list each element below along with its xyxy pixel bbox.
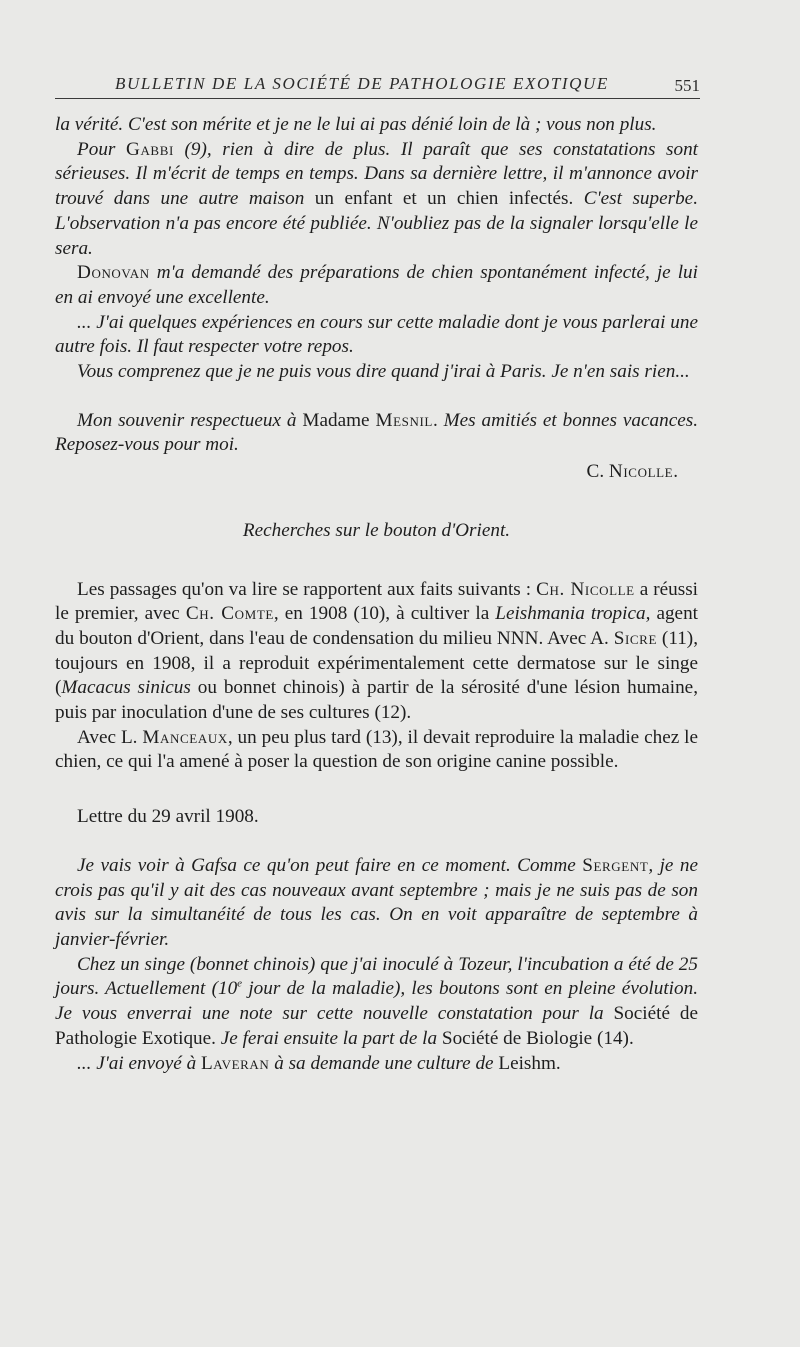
page-number: 551 — [674, 76, 700, 95]
text-run: Mon souvenir respectueux à — [77, 409, 297, 431]
paragraph-7 — [55, 578, 698, 726]
paragraph-1 — [55, 113, 698, 138]
paragraph-4 — [55, 311, 698, 360]
author-name: Laveran — [200, 1052, 270, 1074]
text-run: à sa demande une culture de — [269, 1052, 494, 1074]
text-run: Lettre du 29 avril 1908. — [77, 806, 259, 828]
letter-date — [55, 805, 698, 830]
person-name: Mesnil — [375, 409, 433, 431]
signature-initial: C. — [586, 461, 609, 483]
text-run: Avec L. — [77, 726, 143, 748]
author-name: Sicre — [613, 627, 657, 649]
text-run: Chez un singe (bonnet chinois) que j'ai inoculé à Tozeur, l'incubation a été de 25 jours. Actuellement (10 — [55, 953, 698, 1000]
text-run: ou bonnet chinois) à partir de la sérosité d'une lésion humaine, puis par inoculation d'une de ses cultures (12). — [55, 677, 698, 724]
author-name: Manceaux — [142, 726, 228, 748]
author-name: Ch. Nicolle — [536, 578, 635, 600]
author-name: Gabbi — [125, 138, 174, 160]
text-run: Pour — [77, 138, 126, 160]
author-name: Donovan — [77, 262, 150, 284]
paragraph-10 — [55, 854, 698, 953]
paragraph-2 — [55, 138, 698, 262]
text-run: a réussi le premier, avec — [55, 578, 699, 625]
author-name: Ch. Comte — [185, 603, 274, 625]
text-run: la vérité. C'est son mérite et je ne le lui ai pas dénié loin de là ; vous non plus. — [55, 114, 657, 135]
text-run: Vous comprenez que je ne puis vous dire quand j'irai à Paris. Je n'en sais rien... — [77, 361, 690, 383]
paragraph-5 — [55, 360, 698, 385]
paragraph-3 — [55, 261, 698, 310]
author-name: Sergent — [582, 854, 649, 876]
journal-title: BULLETIN DE LA SOCIÉTÉ DE PATHOLOGIE EXOTIQUE — [115, 74, 609, 93]
society-name: Société de Pathologie Exotique. — [55, 1003, 698, 1049]
body-text — [55, 113, 698, 1076]
text-run: un enfant et un chien infectés. — [304, 188, 584, 210]
text-run: Leishm. — [493, 1052, 561, 1074]
section-title: Recherches sur le bouton d'Orient. — [242, 519, 511, 541]
paragraph-6 — [55, 409, 698, 458]
text-run: agent du bouton d'Orient, dans l'eau de condensation du milieu NNN. Avec A. — [55, 603, 698, 649]
text-run: ... J'ai quelques expériences en cours sur cette maladie dont je vous parlerai une autre fois. Il faut respecter votre repos. — [55, 311, 698, 358]
species-name: Macacus sinicus — [61, 677, 191, 699]
signature-period: . — [673, 461, 678, 483]
text-run: Mes amitiés et bonnes vacances. Reposez-vous pour moi. — [55, 409, 698, 456]
running-header — [55, 72, 700, 99]
text-run: Je ferai ensuite la part de la — [220, 1027, 438, 1049]
paragraph-8 — [55, 726, 698, 775]
text-run: jour de la maladie), les boutons sont en pleine évolution. Je vous enverrai une note sur cette nouvelle constatation pour la — [55, 978, 698, 1025]
paragraph-11 — [55, 953, 698, 1052]
paragraph-12 — [55, 1052, 698, 1077]
species-name: Leishmania tropica, — [495, 603, 651, 625]
text-run: , un peu plus tard (13), il devait reproduire la maladie chez le chien, ce qui l'a amené à poser la question de son origine canine possible. — [55, 726, 698, 773]
text-run: Je vais voir à Gafsa ce qu'on peut faire en ce moment. Comme — [77, 854, 583, 876]
text-run: . — [432, 409, 444, 431]
text-run: (11), toujours en 1908, il a reproduit expérimentalement cette dermatose sur le singe ( — [55, 627, 698, 699]
signature-name: Nicolle — [608, 461, 674, 483]
text-run: (9), rien à dire de plus. Il paraît que ses constatations sont sérieuses. Il m'écrit de temps en temps. Dans sa dernière lettre, il m'annonce avoir trouvé dans une autre maison — [55, 138, 698, 210]
text-run: Les passages qu'on va lire se rapportent aux faits suivants : — [77, 578, 537, 600]
society-name: Société de Biologie (14). — [437, 1027, 634, 1049]
text-run: C'est superbe. L'observation n'a pas encore été publiée. N'oubliez pas de la signaler lorsqu'elle le sera. — [55, 188, 698, 259]
text-run: , en 1908 (10), à cultiver la — [273, 603, 496, 625]
superscript: e — [237, 978, 243, 990]
text-run: Madame — [296, 409, 376, 431]
signature — [55, 460, 698, 485]
text-run: ... J'ai envoyé à — [77, 1052, 201, 1074]
text-run: , je ne crois pas qu'il y ait des cas nouveaux avant septembre ; mais je ne suis pas de son avis sur la simultanéité de tous les cas. On en voit apparaître de septembre à janvier-février. — [55, 854, 698, 950]
text-run: m'a demandé des préparations de chien spontanément infecté, je lui en ai envoyé une excellente. — [55, 262, 698, 308]
